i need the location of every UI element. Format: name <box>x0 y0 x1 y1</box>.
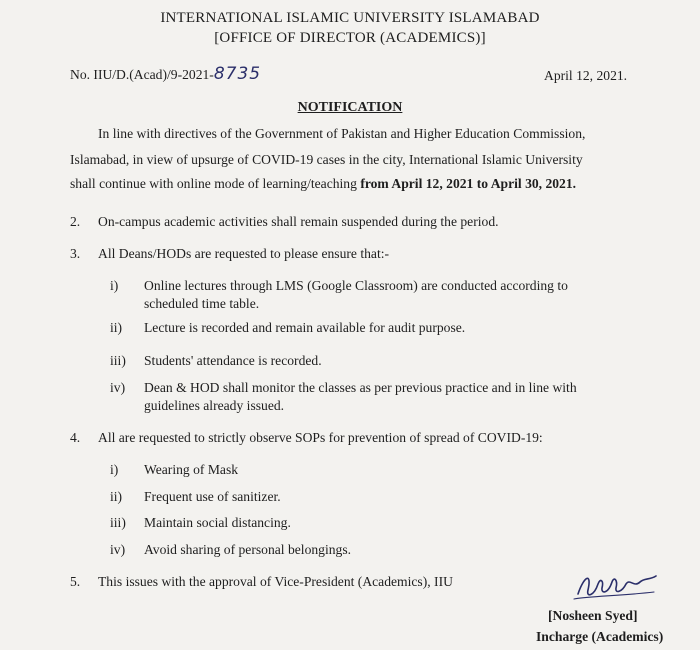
para-2-text: On-campus academic activities shall remain suspended during the period. <box>98 214 499 229</box>
para-4-sub-4-line-1: Avoid sharing of personal belongings. <box>144 542 352 557</box>
para-3-sub-1-line-1: Online lectures through LMS (Google Classroom) are conducted according to <box>144 278 568 293</box>
para-3-sub-2-number: ii) <box>110 320 123 335</box>
intro-line-3-text: shall continue with online mode of learning/teaching <box>70 176 361 191</box>
para-4-sub-3-number: iii) <box>110 515 126 530</box>
para-3-sub-4-line-1: Dean & HOD shall monitor the classes as per previous practice and in line with <box>144 380 577 395</box>
para-3-number: 3. <box>70 246 81 261</box>
para-3-sub-2-line-1: Lecture is recorded and remain available for audit purpose. <box>144 320 466 335</box>
para-4-sub-1-number: i) <box>110 462 119 477</box>
intro-date-range: from April 12, 2021 to April 30, 2021. <box>360 176 577 191</box>
para-4-number: 4. <box>70 430 81 445</box>
intro-line-3 <box>70 174 576 194</box>
para-3-text: All Deans/HODs are requested to please ensure that:- <box>98 246 390 261</box>
office-name: [OFFICE OF DIRECTOR (ACADEMICS)] <box>214 30 486 46</box>
university-name: INTERNATIONAL ISLAMIC UNIVERSITY ISLAMABAD <box>160 10 540 26</box>
para-3-sub-3-number: iii) <box>110 353 126 368</box>
para-4-sub-2-number: ii) <box>110 489 123 504</box>
signatory-name: [Nosheen Syed] <box>548 608 638 623</box>
para-4-sub-3-line-1: Maintain social distancing. <box>144 515 291 530</box>
handwritten-signature <box>570 566 660 606</box>
para-4-sub-2-line-1: Frequent use of sanitizer. <box>144 489 281 504</box>
intro-line-2: Islamabad, in view of upsurge of COVID-19 cases in the city, International Islamic University <box>70 152 583 167</box>
para-5-number: 5. <box>70 574 81 589</box>
para-4-sub-4-number: iv) <box>110 542 126 557</box>
para-3-sub-1-number: i) <box>110 278 119 293</box>
para-4-sub-1-line-1: Wearing of Mask <box>144 462 239 477</box>
para-3-sub-3-line-1: Students' attendance is recorded. <box>144 353 322 368</box>
para-3-sub-4-line-2: guidelines already issued. <box>144 398 285 413</box>
para-3-sub-4-number: iv) <box>110 380 126 395</box>
para-5-text: This issues with the approval of Vice-President (Academics), IIU <box>98 574 453 589</box>
para-3-sub-1-line-2: scheduled time table. <box>144 296 260 311</box>
reference-number <box>70 64 261 85</box>
document-date: April 12, 2021. <box>544 68 628 83</box>
signatory-designation: Incharge (Academics) <box>536 629 664 644</box>
notification-title: NOTIFICATION <box>297 100 403 115</box>
para-4-text: All are requested to strictly observe SOPs for prevention of spread of COVID-19: <box>98 430 543 445</box>
reference-prefix: No. IIU/D.(Acad)/9-2021- <box>70 67 214 82</box>
handwritten-reference: 8735 <box>213 64 262 84</box>
intro-line-1: In line with directives of the Government of Pakistan and Higher Education Commission, <box>98 126 586 141</box>
para-2-number: 2. <box>70 214 81 229</box>
